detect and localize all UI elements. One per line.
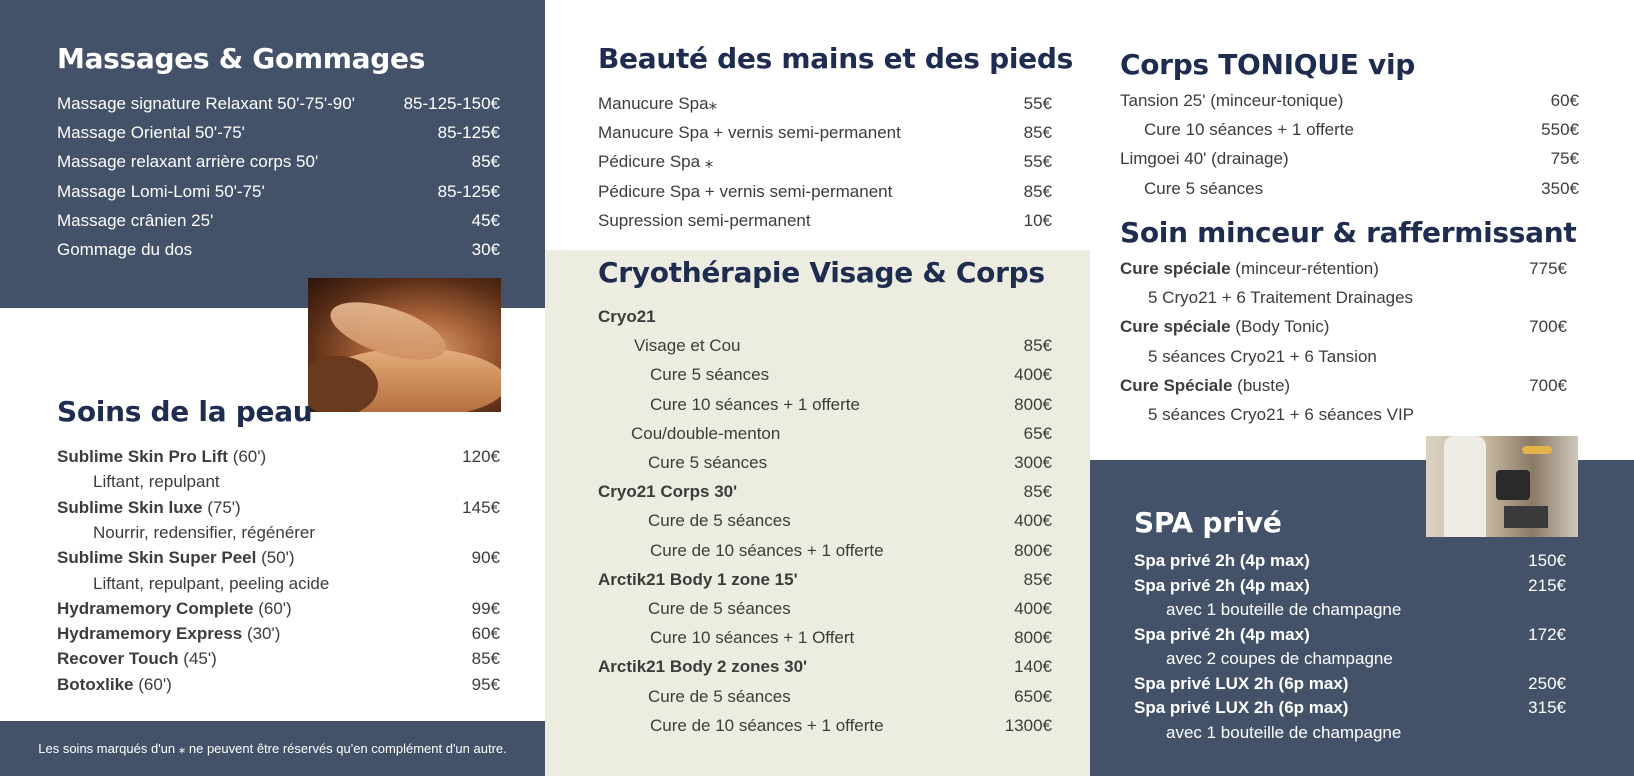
massages-row — [57, 239, 500, 261]
minceur-title: Soin minceur & raffermissant — [1120, 216, 1577, 249]
massages-item-name: Massage Oriental 50'-75' — [57, 123, 245, 143]
spa-row — [1134, 673, 1566, 695]
peau-item-rest: (60') — [253, 598, 292, 618]
massages-item-price: 45€ — [471, 210, 500, 230]
spa-title: SPA privé — [1134, 506, 1282, 539]
cryo-item-price: 800€ — [1014, 628, 1052, 648]
spa-row — [1134, 624, 1566, 646]
peau-item-bold: Sublime Skin Super Peel — [57, 548, 257, 568]
peau-item-bold: Hydramemory Express — [57, 624, 243, 644]
spa-item-name: Spa privé LUX 2h (6p max) — [1134, 698, 1349, 717]
note-panel — [0, 721, 545, 776]
cryo-item-name: Cure 5 séances — [650, 365, 770, 385]
massage-photo — [308, 278, 501, 412]
peau-item-bold: Hydramemory Complete — [57, 598, 254, 618]
peau-row — [57, 547, 500, 569]
minceur-item-detail: 5 séances Cryo21 + 6 séances VIP — [1148, 405, 1415, 424]
massages-title: Massages & Gommages — [57, 42, 426, 75]
spa-row — [1134, 550, 1566, 572]
cryo-row — [650, 364, 1052, 386]
massages-row — [57, 93, 500, 115]
peau-item-rest: (30') — [242, 624, 281, 644]
peau-item-price: 120€ — [462, 447, 500, 466]
beaute-row — [598, 210, 1052, 232]
peau-item-price: 85€ — [471, 649, 500, 669]
massages-item-name: Massage crânien 25' — [57, 210, 214, 230]
minceur-item-rest: (minceur-rétention) — [1230, 259, 1379, 278]
tonique-item-price: 350€ — [1541, 178, 1579, 198]
tonique-item-name: Tansion 25' (minceur-tonique) — [1120, 91, 1344, 110]
massages-row — [57, 151, 500, 173]
cryo-row — [648, 510, 1052, 532]
peau-item-bold: Sublime Skin luxe — [57, 497, 203, 517]
spa-item-detail: avec 2 coupes de champagne — [1166, 649, 1393, 668]
cryo-item-name: Cure 10 séances + 1 offerte — [650, 394, 860, 414]
minceur-item-name — [1120, 258, 1379, 280]
peau-item-price: 90€ — [471, 548, 500, 568]
minceur-item-name — [1120, 316, 1329, 338]
peau-item-price: 145€ — [462, 497, 500, 517]
massages-row — [57, 210, 500, 232]
minceur-row — [1148, 404, 1567, 426]
spa-row — [1166, 648, 1566, 670]
massages-item-price: 30€ — [471, 240, 500, 259]
peau-item-name — [57, 547, 295, 569]
cryo-item-price: 85€ — [1023, 336, 1052, 356]
footnote: Les soins marqués d'un ⁎ ne peuvent être réservés qu'en complément d'un autre. — [38, 740, 507, 756]
cryo-row — [650, 627, 1052, 649]
massages-row — [57, 181, 500, 203]
cryo-item-price: 1300€ — [1004, 715, 1052, 735]
spa-item-price: 172€ — [1528, 624, 1566, 644]
massages-item-name: Massage Lomi-Lomi 50'-75' — [57, 181, 265, 201]
minceur-row — [1148, 287, 1567, 309]
cryo-row — [631, 423, 1052, 445]
cryo-row — [648, 452, 1052, 474]
cryo-item-price: 65€ — [1023, 423, 1052, 443]
spa-row — [1134, 575, 1566, 597]
tonique-title: Corps TONIQUE vip — [1120, 48, 1416, 81]
cryo-item-price: 650€ — [1014, 686, 1052, 706]
beaute-row — [598, 122, 1052, 144]
peau-item-name — [93, 522, 315, 544]
beaute-row — [598, 93, 1052, 115]
beaute-item-name: Supression semi-permanent — [598, 210, 811, 230]
spa-row — [1166, 599, 1566, 621]
tonique-item-name: Limgoei 40' (drainage) — [1120, 149, 1289, 169]
cryo-item-name: Cou/double-menton — [631, 423, 781, 443]
spa-item-name — [1166, 648, 1393, 670]
cryo-row — [650, 540, 1052, 562]
cryo-item-name: Cure de 10 séances + 1 offerte — [650, 715, 884, 735]
peau-row — [93, 522, 500, 544]
peau-item-name — [57, 598, 292, 620]
spa-item-price: 150€ — [1528, 551, 1566, 570]
peau-item-name — [93, 573, 329, 595]
peau-row — [57, 497, 500, 519]
cryo-item-name: Arctik21 Body 1 zone 15' — [598, 569, 798, 589]
spa-item-price: 215€ — [1528, 575, 1566, 595]
peau-item-name — [57, 623, 280, 645]
cryo-item-price: 85€ — [1023, 569, 1052, 589]
peau-item-rest: (60') — [227, 447, 267, 466]
spa-item-name: Spa privé 2h (4p max) — [1134, 575, 1310, 595]
cryo-row — [634, 335, 1052, 357]
cryo-row — [598, 656, 1052, 678]
minceur-item-name — [1148, 346, 1377, 368]
spa-item-name: Spa privé 2h (4p max) — [1134, 624, 1310, 644]
spa-item-detail: avec 1 bouteille de champagne — [1166, 600, 1402, 619]
peau-item-detail: Nourrir, redensifier, régénérer — [93, 522, 316, 542]
cryo-row — [648, 598, 1052, 620]
cryo-title: Cryothérapie Visage & Corps — [598, 256, 1045, 289]
massages-item-price: 85-125-150€ — [403, 94, 500, 113]
minceur-item-name — [1148, 404, 1414, 426]
beaute-row — [598, 181, 1052, 203]
cryo-item-name: Visage et Cou — [634, 336, 741, 356]
cryo-row — [648, 686, 1052, 708]
cryo-item-price: 140€ — [1014, 657, 1052, 677]
tonique-row — [1120, 90, 1579, 112]
peau-item-name — [57, 446, 266, 468]
massages-item-name: Gommage du dos — [57, 240, 193, 259]
tonique-item-name: Cure 5 séances — [1144, 178, 1264, 198]
peau-item-rest: (60') — [133, 674, 172, 694]
minceur-row — [1120, 375, 1567, 397]
tonique-item-price: 75€ — [1550, 149, 1579, 169]
peau-item-price: 60€ — [471, 624, 500, 644]
cryo-item-name: Cure de 10 séances + 1 offerte — [650, 540, 884, 560]
peau-item-rest: (75') — [202, 497, 241, 517]
tonique-item-name: Cure 10 séances + 1 offerte — [1144, 120, 1354, 140]
cryo-row — [598, 306, 1052, 328]
minceur-item-detail: 5 séances Cryo21 + 6 Tansion — [1148, 346, 1377, 366]
peau-row — [57, 446, 500, 468]
peau-item-detail: Liftant, repulpant — [93, 472, 220, 492]
cryo-item-price: 85€ — [1023, 482, 1052, 502]
peau-row — [57, 648, 500, 670]
minceur-row — [1120, 316, 1567, 338]
peau-item-detail: Liftant, repulpant, peeling acide — [93, 573, 330, 593]
spa-row — [1134, 697, 1566, 719]
peau-item-bold: Botoxlike — [57, 674, 134, 694]
spa-row — [1166, 722, 1566, 744]
beaute-item-name: Manucure Spa + vernis semi-permanent — [598, 123, 901, 143]
tonique-row — [1144, 119, 1579, 141]
spa-item-name: Spa privé LUX 2h (6p max) — [1134, 673, 1349, 693]
peau-item-name — [57, 497, 241, 519]
peau-item-bold: Sublime Skin Pro Lift — [57, 447, 228, 466]
beaute-row — [598, 151, 1052, 173]
peau-item-price: 99€ — [471, 598, 500, 618]
minceur-item-detail: 5 Cryo21 + 6 Traitement Drainages — [1148, 288, 1414, 308]
tonique-item-price: 550€ — [1541, 120, 1579, 140]
massages-item-price: 85€ — [471, 152, 500, 172]
massages-item-name: Massage relaxant arrière corps 50' — [57, 152, 319, 172]
cryo-row — [598, 481, 1052, 503]
cryo-item-name: Cure 5 séances — [648, 453, 768, 472]
minceur-item-name — [1120, 375, 1290, 397]
tonique-row — [1144, 178, 1579, 200]
minceur-item-price: 700€ — [1529, 375, 1567, 395]
minceur-item-bold: Cure Spéciale — [1120, 375, 1233, 395]
peau-item-bold: Recover Touch — [57, 649, 179, 669]
cryo-row — [598, 569, 1052, 591]
cryo-item-name: Cure 10 séances + 1 Offert — [650, 628, 855, 648]
massages-row — [57, 122, 500, 144]
peau-item-name — [57, 648, 217, 670]
peau-row — [57, 674, 500, 696]
minceur-row — [1120, 258, 1567, 280]
beaute-item-price: 10€ — [1023, 210, 1052, 230]
peau-item-rest: (45') — [178, 649, 217, 669]
beaute-item-price: 55€ — [1023, 152, 1052, 172]
beaute-item-price: 85€ — [1023, 181, 1052, 201]
cryo-item-price: 400€ — [1014, 511, 1052, 531]
peau-item-price: 95€ — [471, 674, 500, 694]
peau-item-rest: (50') — [256, 548, 295, 568]
peau-row — [57, 623, 500, 645]
cryo-item-price: 400€ — [1014, 599, 1052, 618]
peau-row — [93, 573, 500, 595]
cryo-item-name: Cure de 5 séances — [648, 686, 791, 706]
beaute-item-name: Manucure Spa⁎ — [598, 94, 718, 113]
beaute-title: Beauté des mains et des pieds — [598, 42, 1073, 75]
beaute-item-name: Pédicure Spa + vernis semi-permanent — [598, 181, 893, 201]
cryo-item-price: 400€ — [1014, 365, 1052, 385]
spa-item-name — [1166, 599, 1401, 621]
cryo-item-name: Cure de 5 séances — [648, 599, 791, 618]
minceur-item-price: 700€ — [1529, 317, 1567, 337]
cryo-item-name: Cure de 5 séances — [648, 511, 791, 531]
massages-item-price: 85-125€ — [437, 123, 500, 143]
massages-item-price: 85-125€ — [437, 181, 500, 201]
minceur-item-name — [1148, 287, 1413, 309]
beaute-item-name: Pédicure Spa ⁎ — [598, 152, 714, 172]
minceur-row — [1148, 346, 1567, 368]
tonique-row — [1120, 148, 1579, 170]
minceur-item-rest: (buste) — [1232, 375, 1291, 395]
peau-item-name — [57, 674, 172, 696]
minceur-item-bold: Cure spéciale — [1120, 259, 1231, 278]
peau-title: Soins de la peau — [57, 395, 313, 428]
spa-item-price: 250€ — [1528, 673, 1566, 693]
spa-item-price: 315€ — [1528, 698, 1566, 717]
minceur-item-bold: Cure spéciale — [1120, 317, 1231, 337]
beaute-item-price: 55€ — [1023, 94, 1052, 113]
spa-item-name: Spa privé 2h (4p max) — [1134, 551, 1310, 570]
spa-item-name — [1166, 722, 1401, 744]
cryo-item-name: Arctik21 Body 2 zones 30' — [598, 657, 808, 677]
beaute-item-price: 85€ — [1023, 123, 1052, 143]
massages-item-name: Massage signature Relaxant 50'-75'-90' — [57, 94, 355, 113]
cryo-item-name: Cryo21 — [598, 307, 656, 326]
peau-row — [57, 598, 500, 620]
peau-item-name — [93, 471, 220, 493]
minceur-item-rest: (Body Tonic) — [1230, 317, 1330, 337]
minceur-item-price: 775€ — [1529, 259, 1567, 278]
cryo-item-price: 800€ — [1014, 540, 1052, 560]
tonique-item-price: 60€ — [1550, 91, 1579, 110]
cryo-item-price: 800€ — [1014, 394, 1052, 414]
cryo-item-name: Cryo21 Corps 30' — [598, 482, 738, 502]
spa-item-detail: avec 1 bouteille de champagne — [1166, 722, 1402, 742]
cryo-item-price: 300€ — [1014, 453, 1052, 472]
cryo-row — [650, 394, 1052, 416]
spa-photo — [1426, 436, 1578, 537]
cryo-row — [650, 715, 1052, 737]
peau-row — [93, 471, 500, 493]
